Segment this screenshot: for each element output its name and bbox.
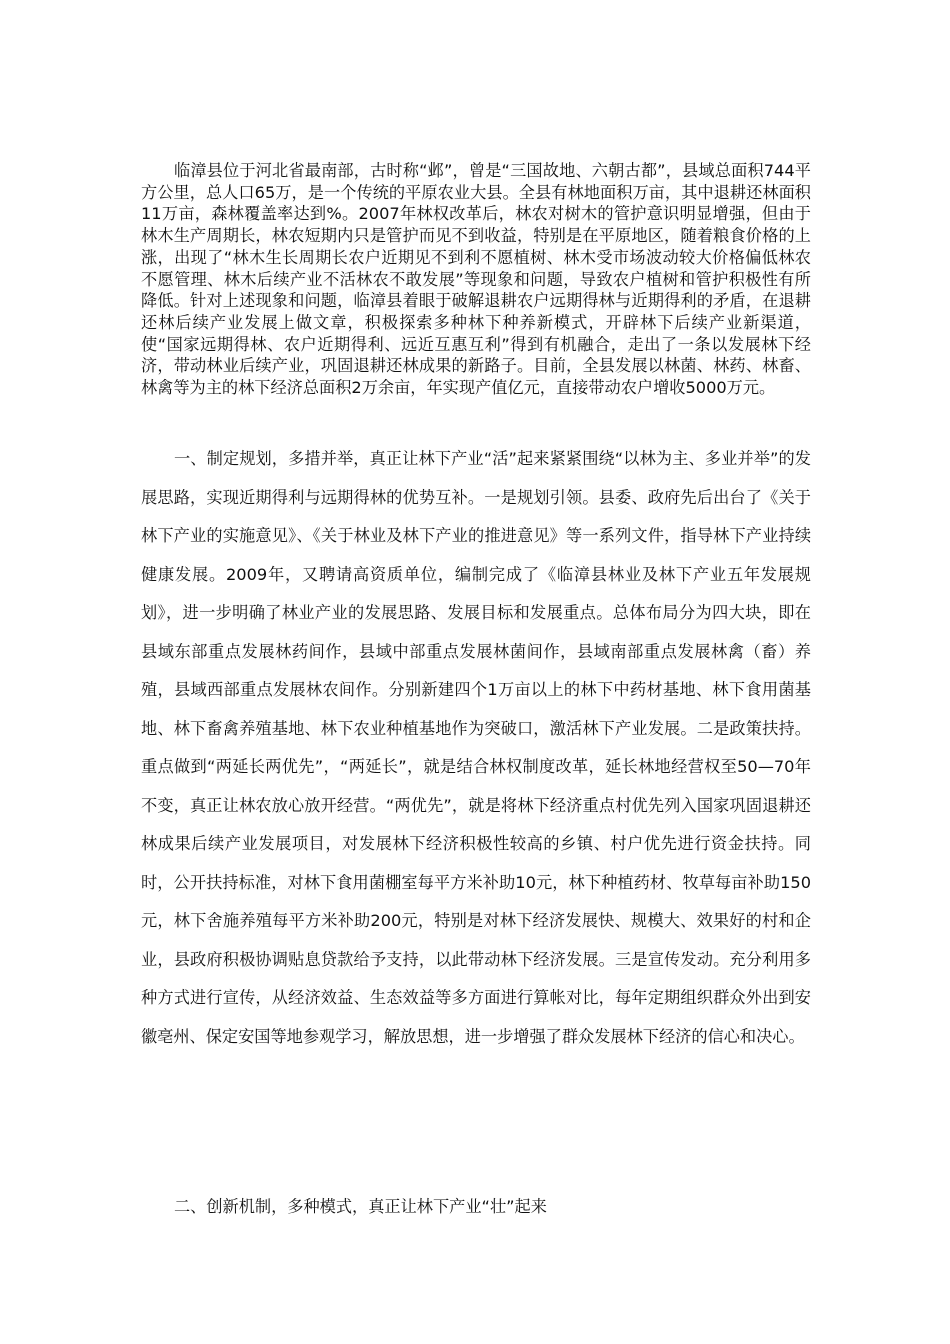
intro-paragraph: 临漳县位于河北省最南部，古时称“邺”，曾是“三国故地、六朝古都”，县域总面积744平方公里，总人口65万，是一个传统的平原农业大县。全县有林地面积万亩，其中退耕还林面积11万亩，森林覆盖率达到%。2007年林权改革后，林农对树木的管护意识明显增强，但由于林木生产周期长，林农短期内只是管护而见不到收益，特别是在平原地区，随着粮食价格的上涨，出现了“林木生长周期长农户近期见不到利不愿植树、林木受市场波动较大价格偏低林农不愿管理、林木后续产业不活林农不敢发展”等现象和问题，导致农户植树和管护积极性有所降低。针对上述现象和问题，临漳县着眼于破解退耕农户远期得林与近期得利的矛盾，在退耕还林后续产业发展上做文章，积极探索多种林下种养新模式，开辟林下后续产业新渠道，使“国家远期得林、农户近期得利、远近互惠互利”得到有机融合，走出了一条以发展林下经济，带动林业后续产业，巩固退耕还林成果的新路子。目前，全县发展以林菌、林药、林畜、林禽等为主的林下经济总面积2万余亩，年实现产值亿元，直接带动农户增收5000万元。 xyxy=(141,161,811,398)
section-1-paragraph: 一、制定规划，多措并举，真正让林下产业“活”起来紧紧围绕“以林为主、多业并举”的发展思路，实现近期得利与远期得林的优势互补。一是规划引领。县委、政府先后出台了《关于林下产业的实施意见》、《关于林业及林下产业的推进意见》等一系列文件，指导林下产业持续健康发展。2009年，又聘请高资质单位，编制完成了《临漳县林业及林下产业五年发展规划》，进一步明确了林业产业的发展思路、发展目标和发展重点。总体布局分为四大块，即在县域东部重点发展林药间作，县域中部重点发展林菌间作，县域南部重点发展林禽（畜）养殖，县域西部重点发展林农间作。分别新建四个1万亩以上的林下中药材基地、林下食用菌基地、林下畜禽养殖基地、林下农业种植基地作为突破口，激活林下产业发展。二是政策扶持。重点做到“两延长两优先”，“两延长”，就是结合林权制度改革，延长林地经营权至50—70年不变，真正让林农放心放开经营。“两优先”，就是将林下经济重点村优先列入国家巩固退耕还林成果后续产业发展项目，对发展林下经济积极性较高的乡镇、村户优先进行资金扶持。同时，公开扶持标准，对林下食用菌棚室每平方米补助10元，林下种植药材、牧草每亩补助150元，林下舍施养殖每平方米补助200元，特别是对林下经济发展快、规模大、效果好的村和企业，县政府积极协调贴息贷款给予支持，以此带动林下经济发展。三是宣传发动。充分利用多种方式进行宣传，从经济效益、生态效益等多方面进行算帐对比，每年定期组织群众外出到安徽亳州、保定安国等地参观学习，解放思想，进一步增强了群众发展林下经济的信心和决心。 xyxy=(141,449,811,1046)
section-2-heading: 二、创新机制，多种模式，真正让林下产业“壮”起来 xyxy=(174,1197,547,1216)
